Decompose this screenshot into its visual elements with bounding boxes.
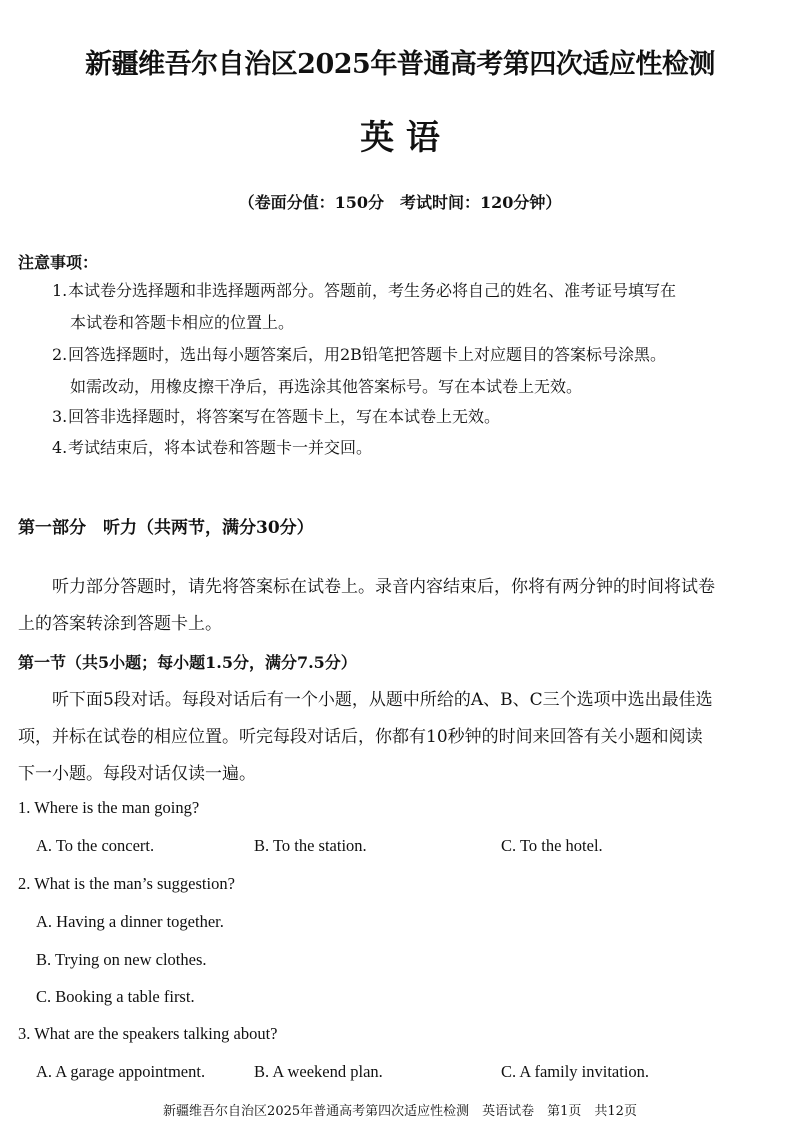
notice-item-4 xyxy=(52,435,372,458)
part-intro: 听力部分答题时，请先将答案标在试卷上。录音内容结束后，你将有两分钟的时间将试卷 xyxy=(52,577,715,597)
option-a: A. A garage appointment. xyxy=(36,1062,206,1081)
question-stem: 2. What is the man’s suggestion? xyxy=(18,874,235,893)
section-intro-cont: 下一小题。每段对话仅读一遍。 xyxy=(18,764,256,784)
section-heading: 第一节（共5小题；每小题1.5分，满分7.5分） xyxy=(18,653,357,672)
exam-title: 新疆维吾尔自治区2025年普通高考第四次适应性检测 xyxy=(85,49,715,80)
notice-item-3 xyxy=(52,404,500,427)
notice-text: 本试卷分选择题和非选择题两部分。答题前，考生务必将自己的姓名、准考证号填写在 xyxy=(68,281,677,300)
option-b: B. To the station. xyxy=(254,836,367,855)
part-intro-cont: 上的答案转涂到答题卡上。 xyxy=(18,614,222,634)
option-c: C. Booking a table first. xyxy=(36,987,195,1006)
option-c: C. A family invitation. xyxy=(501,1062,650,1081)
question-stem: 1. Where is the man going? xyxy=(18,798,200,817)
section-intro-cont: 项，并标在试卷的相应位置。听完每段对话后，你都有10秒钟的时间来回答有关小题和阅读 xyxy=(18,727,703,747)
notice-heading: 注意事项： xyxy=(18,253,99,272)
notice-text: 回答选择题时，选出每小题答案后，用2B铅笔把答题卡上对应题目的答案标号涂黑。 xyxy=(68,345,666,364)
option-a: A. Having a dinner together. xyxy=(36,912,224,931)
section-intro: 听下面5段对话。每段对话后有一个小题，从题中所给的A、B、C三个选项中选出最佳选 xyxy=(52,690,713,710)
notice-text: 考试结束后，将本试卷和答题卡一并交回。 xyxy=(68,438,373,457)
notice-number: 3. xyxy=(52,407,68,426)
part-heading: 第一部分 听力（共两节，满分30分） xyxy=(18,518,314,538)
notice-item-2-cont: 如需改动，用橡皮擦干净后，再选涂其他答案标号。写在本试卷上无效。 xyxy=(70,377,583,396)
option-b: B. Trying on new clothes. xyxy=(36,950,207,969)
notice-item-2 xyxy=(52,342,666,365)
notice-number: 2. xyxy=(52,345,68,364)
exam-meta: （卷面分值：150分 考试时间：120分钟） xyxy=(238,193,562,212)
page-footer: 新疆维吾尔自治区2025年普通高考第四次适应性检测 英语试卷 第1页 共12页 xyxy=(163,1104,637,1119)
option-c: C. To the hotel. xyxy=(501,836,603,855)
notice-text: 回答非选择题时，将答案写在答题卡上，写在本试卷上无效。 xyxy=(68,407,501,426)
option-a: A. To the concert. xyxy=(36,836,155,855)
notice-item-1-cont: 本试卷和答题卡相应的位置上。 xyxy=(70,313,295,332)
option-b: B. A weekend plan. xyxy=(254,1062,383,1081)
question-stem: 3. What are the speakers talking about? xyxy=(18,1024,278,1043)
notice-number: 1. xyxy=(52,281,68,300)
notice-item-1 xyxy=(52,278,676,301)
notice-number: 4. xyxy=(52,438,68,457)
subject-title: 英 语 xyxy=(360,118,440,158)
